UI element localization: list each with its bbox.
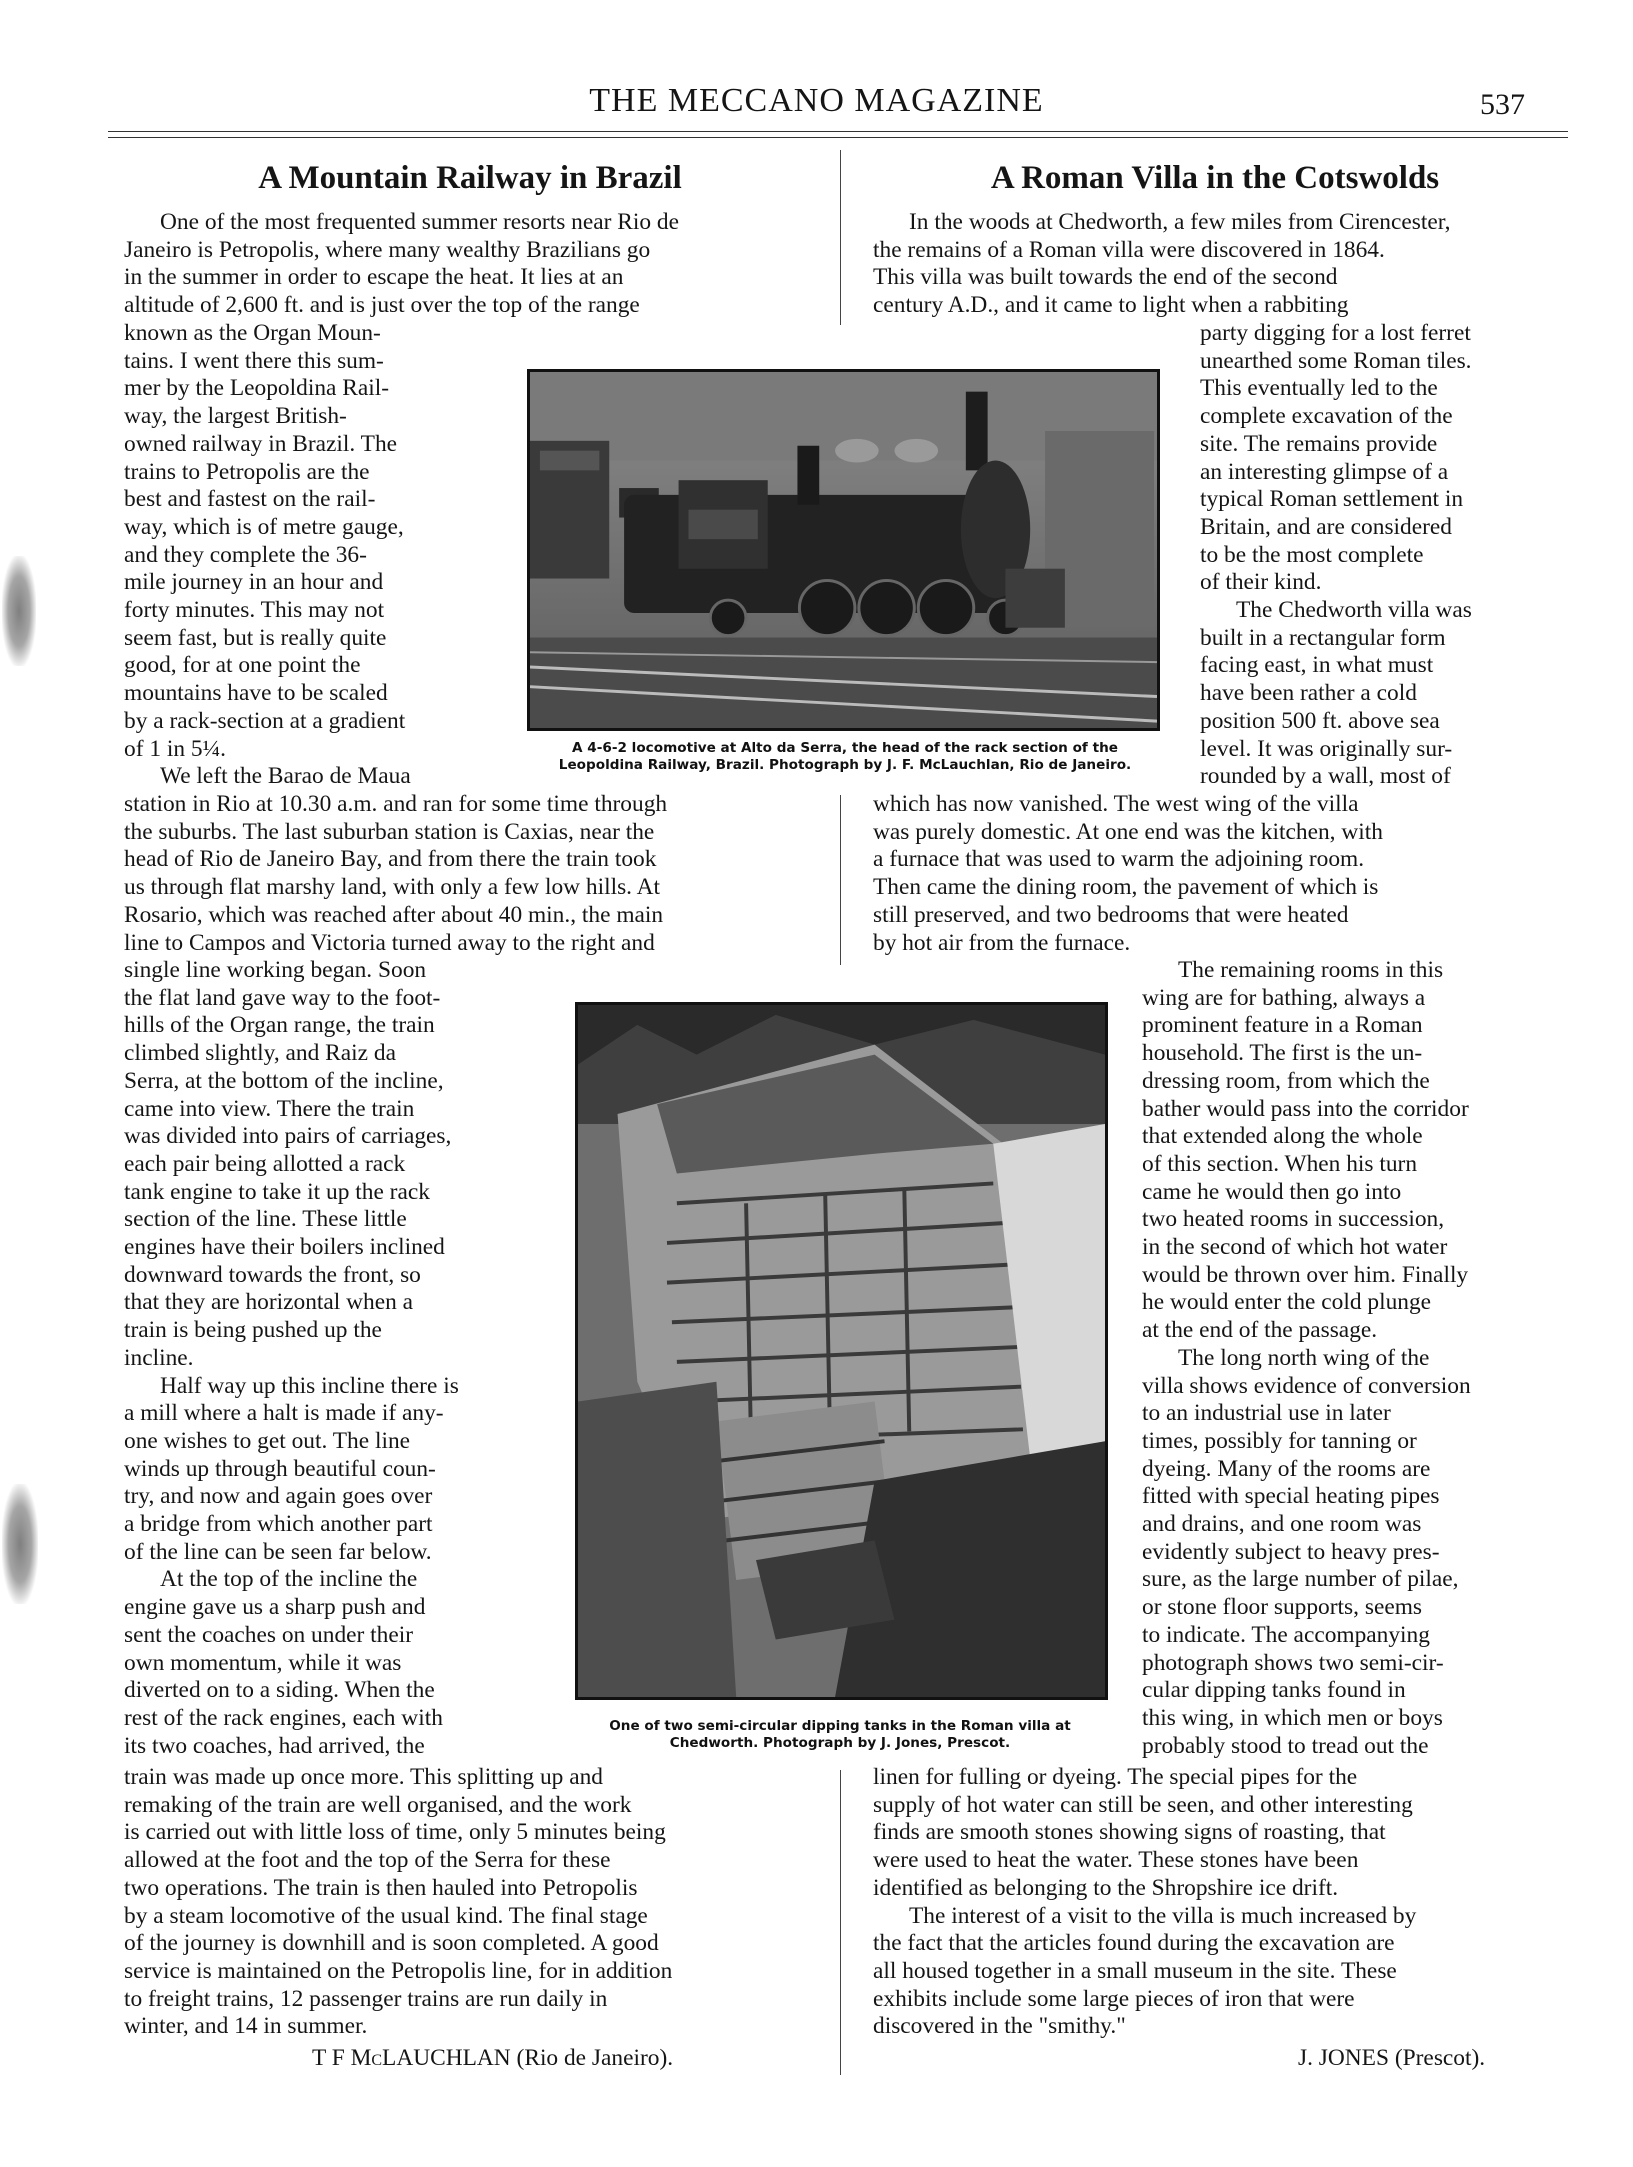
- text-line: mile journey in an hour and: [124, 569, 384, 596]
- text-line: Then came the dining room, the pavement of which is: [873, 874, 1379, 901]
- text-line: by hot air from the furnace.: [873, 929, 1131, 956]
- text-line: in the second of which hot water: [1142, 1234, 1448, 1261]
- text-line: at the end of the passage.: [1142, 1317, 1378, 1344]
- text-line: the remains of a Roman villa were discovered in 1864.: [873, 236, 1385, 263]
- text-line: way, which is of metre gauge,: [124, 513, 404, 540]
- text-line: the fact that the articles found during the excavation are: [873, 1930, 1395, 1957]
- text-line: The Chedworth villa was: [1236, 597, 1472, 624]
- text-line: hills of the Organ range, the train: [124, 1012, 435, 1039]
- text-line: owned railway in Brazil. The: [124, 430, 398, 457]
- text-line: way, the largest British-: [124, 403, 347, 430]
- text-line: evidently subject to heavy pres-: [1142, 1538, 1440, 1565]
- text-line: best and fastest on the rail-: [124, 486, 376, 513]
- text-line: remaking of the train are well organised, and the work: [124, 1791, 632, 1818]
- locomotive-illustration: [530, 372, 1157, 728]
- text-line: This eventually led to the: [1200, 375, 1438, 402]
- text-line: station in Rio at 10.30 a.m. and ran for some time through: [124, 791, 668, 817]
- text-line: train is being pushed up the: [124, 1317, 382, 1344]
- locomotive-photo: [527, 369, 1160, 731]
- text-line: Britain, and are considered: [1200, 513, 1452, 540]
- text-line: In the woods at Chedworth, a few miles from Cirencester,: [909, 209, 1451, 235]
- author-name: T F McLAUCHLAN: [312, 2045, 511, 2071]
- text-line: times, possibly for tanning or: [1142, 1427, 1417, 1454]
- text-line: to indicate. The accompanying: [1142, 1621, 1430, 1648]
- text-line: The long north wing of the: [1178, 1344, 1430, 1371]
- stone-tank-illustration: [578, 1005, 1105, 1697]
- text-line: unearthed some Roman tiles.: [1200, 347, 1472, 374]
- text-line: forty minutes. This may not: [124, 597, 385, 624]
- text-line: known as the Organ Moun-: [124, 320, 381, 346]
- text-line: probably stood to tread out the: [1142, 1732, 1429, 1759]
- text-line: a furnace that was used to warm the adjoining room.: [873, 846, 1365, 873]
- text-line: Serra, at the bottom of the incline,: [124, 1067, 444, 1094]
- text-line: two heated rooms in succession,: [1142, 1206, 1445, 1233]
- text-line: have been rather a cold: [1200, 680, 1417, 707]
- text-line: that they are horizontal when a: [124, 1289, 414, 1316]
- text-line: section of the line. These little: [124, 1206, 407, 1233]
- left-intro: [124, 209, 808, 320]
- text-line: party digging for a lost ferret: [1200, 320, 1471, 346]
- text-line: in the summer in order to escape the heat. It lies at an: [124, 264, 624, 291]
- left-narrow-block-2: [124, 957, 542, 1760]
- text-line: finds are smooth stones showing signs of roasting, that: [873, 1819, 1386, 1846]
- caption-line: One of two semi-circular dipping tanks in the Roman villa at: [609, 1718, 1071, 1734]
- header-rule: [108, 131, 1568, 132]
- text-line: fitted with special heating pipes: [1142, 1483, 1440, 1510]
- text-line: by a rack-section at a gradient: [124, 707, 406, 734]
- author-place: (Prescot).: [1394, 2045, 1486, 2071]
- text-line: train was made up once more. This splitting up and: [124, 1764, 603, 1790]
- text-line: dyeing. Many of the rooms are: [1142, 1455, 1431, 1482]
- text-line: that extended along the whole: [1142, 1123, 1423, 1150]
- text-line: rounded by a wall, most of: [1200, 763, 1451, 790]
- text-line: head of Rio de Janeiro Bay, and from there the train took: [124, 846, 657, 873]
- text-line: cular dipping tanks found in: [1142, 1677, 1406, 1704]
- text-line: of the line can be seen far below.: [124, 1538, 432, 1565]
- text-line: rest of the rack engines, each with: [124, 1704, 443, 1731]
- text-line: which has now vanished. The west wing of the villa: [873, 791, 1359, 817]
- text-line: by a steam locomotive of the usual kind. The final stage: [124, 1902, 648, 1929]
- page-number: 537: [1480, 88, 1525, 121]
- text-line: prominent feature in a Roman: [1142, 1012, 1423, 1039]
- text-line: line to Campos and Victoria turned away to the right and: [124, 929, 655, 956]
- text-line: diverted on to a siding. When the: [124, 1677, 435, 1704]
- author-place: (Rio de Janeiro).: [516, 2045, 674, 2071]
- text-line: typical Roman settlement in: [1200, 486, 1464, 513]
- text-line: all housed together in a small museum in the site. These: [873, 1957, 1397, 1984]
- right-end-block: [873, 1764, 1560, 2041]
- text-line: he would enter the cold plunge: [1142, 1289, 1432, 1316]
- text-line: of their kind.: [1200, 569, 1322, 596]
- text-line: seem fast, but is really quite: [124, 624, 387, 651]
- text-line: exhibits include some large pieces of iron that were: [873, 1985, 1355, 2012]
- text-line: was divided into pairs of carriages,: [124, 1123, 452, 1150]
- text-line: and drains, and one room was: [1142, 1511, 1422, 1538]
- text-line: level. It was originally sur-: [1200, 735, 1453, 762]
- text-line: single line working began. Soon: [124, 957, 427, 983]
- text-line: allowed at the foot and the top of the Serra for these: [124, 1847, 611, 1874]
- margin-smudge: [2, 1484, 38, 1604]
- text-line: We left the Barao de Maua: [160, 763, 411, 790]
- left-article-title: A Mountain Railway in Brazil: [258, 160, 682, 196]
- text-line: came into view. There the train: [124, 1095, 415, 1122]
- text-line: mountains have to be scaled: [124, 680, 388, 707]
- text-line: Rosario, which was reached after about 40 min., the main: [124, 901, 664, 928]
- text-line: climbed slightly, and Raiz da: [124, 1040, 396, 1067]
- caption-line: Leopoldina Railway, Brazil. Photograph by J. F. McLauchlan, Rio de Janeiro.: [558, 757, 1132, 773]
- text-line: bather would pass into the corridor: [1142, 1095, 1469, 1122]
- text-line: is carried out with little loss of time, only 5 minutes being: [124, 1819, 666, 1846]
- text-line: to be the most complete: [1200, 541, 1424, 568]
- text-line: At the top of the incline the: [160, 1566, 418, 1593]
- text-line: identified as belonging to the Shropshire ice drift.: [873, 1874, 1339, 1901]
- left-mid-block: [124, 791, 808, 957]
- text-line: own momentum, while it was: [124, 1649, 402, 1676]
- text-line: still preserved, and two bedrooms that were heated: [873, 901, 1349, 928]
- text-line: engines have their boilers inclined: [124, 1234, 445, 1261]
- text-line: sent the coaches on under their: [124, 1621, 414, 1648]
- text-line: facing east, in what must: [1200, 652, 1434, 679]
- text-line: this wing, in which men or boys: [1142, 1704, 1443, 1731]
- text-line: Janeiro is Petropolis, where many wealthy Brazilians go: [124, 236, 651, 263]
- locomotive-caption: [505, 740, 1185, 774]
- margin-smudge: [2, 556, 36, 666]
- text-line: try, and now and again goes over: [124, 1483, 433, 1510]
- text-line: downward towards the front, so: [124, 1261, 421, 1288]
- caption-line: A 4-6-2 locomotive at Alto da Serra, the head of the rack section of the: [572, 740, 1118, 756]
- text-line: position 500 ft. above sea: [1200, 707, 1440, 734]
- text-line: one wishes to get out. The line: [124, 1427, 411, 1454]
- text-line: us through flat marshy land, with only a few low hills. At: [124, 874, 660, 901]
- magazine-title: THE MECCANO MAGAZINE: [589, 82, 1044, 119]
- text-line: discovered in the "smithy.": [873, 2013, 1126, 2040]
- left-end-block: [124, 1764, 808, 2041]
- text-line: was purely domestic. At one end was the kitchen, with: [873, 818, 1383, 845]
- text-line: to freight trains, 12 passenger trains are run daily in: [124, 1985, 608, 2012]
- text-line: household. The first is the un-: [1142, 1040, 1423, 1067]
- text-line: dressing room, from which the: [1142, 1067, 1430, 1094]
- text-line: would be thrown over him. Finally: [1142, 1261, 1469, 1288]
- text-line: engine gave us a sharp push and: [124, 1594, 426, 1621]
- text-line: built in a rectangular form: [1200, 624, 1446, 651]
- text-line: service is maintained on the Petropolis line, for in addition: [124, 1957, 673, 1984]
- text-line: of 1 in 5¼.: [124, 735, 227, 762]
- text-line: Half way up this incline there is: [160, 1372, 459, 1399]
- text-line: trains to Petropolis are the: [124, 458, 370, 485]
- text-line: century A.D., and it came to light when a rabbiting: [873, 292, 1349, 319]
- text-line: of the journey is downhill and is soon completed. A good: [124, 1930, 659, 1957]
- text-line: tank engine to take it up the rack: [124, 1178, 430, 1205]
- text-line: winter, and 14 in summer.: [124, 2013, 368, 2040]
- text-line: The interest of a visit to the villa is much increased by: [909, 1902, 1417, 1929]
- text-line: a mill where a halt is made if any-: [124, 1400, 444, 1427]
- text-line: its two coaches, had arrived, the: [124, 1732, 425, 1759]
- text-line: and they complete the 36-: [124, 541, 367, 568]
- text-line: were used to heat the water. These stones have been: [873, 1847, 1359, 1874]
- text-line: sure, as the large number of pilae,: [1142, 1566, 1459, 1593]
- text-line: a bridge from which another part: [124, 1511, 433, 1538]
- caption-line: Chedworth. Photograph by J. Jones, Prescot.: [669, 1735, 1011, 1751]
- right-narrow-block-1: [1200, 320, 1560, 791]
- right-mid-block: [873, 791, 1560, 957]
- right-narrow-block-2: [1142, 957, 1560, 1760]
- text-line: mer by the Leopoldina Rail-: [124, 375, 390, 402]
- text-line: This villa was built towards the end of the second: [873, 264, 1338, 291]
- text-line: One of the most frequented summer resorts near Rio de: [160, 209, 679, 235]
- text-line: to an industrial use in later: [1142, 1400, 1391, 1427]
- text-line: The remaining rooms in this: [1178, 957, 1444, 983]
- text-line: tains. I went there this sum-: [124, 347, 384, 374]
- text-line: altitude of 2,600 ft. and is just over the top of the range: [124, 292, 640, 319]
- text-line: winds up through beautiful coun-: [124, 1455, 436, 1482]
- column-divider: [840, 1770, 841, 2075]
- text-line: the suburbs. The last suburban station is Caxias, near the: [124, 818, 655, 845]
- right-intro: [873, 209, 1560, 320]
- text-line: of this section. When his turn: [1142, 1150, 1418, 1177]
- right-article-title: A Roman Villa in the Cotswolds: [990, 160, 1440, 196]
- left-narrow-block-1: [124, 320, 482, 791]
- column-divider: [840, 795, 841, 965]
- text-line: an interesting glimpse of a: [1200, 458, 1449, 485]
- header-rule-thin: [108, 137, 1568, 138]
- text-line: or stone floor supports, seems: [1142, 1594, 1423, 1621]
- text-line: each pair being allotted a rack: [124, 1150, 406, 1177]
- text-line: wing are for bathing, always a: [1142, 984, 1426, 1011]
- left-signature: [312, 2045, 673, 2073]
- right-signature: [1298, 2045, 1485, 2073]
- text-line: linen for fulling or dyeing. The special pipes for the: [873, 1764, 1358, 1790]
- villa-caption: [560, 1718, 1120, 1752]
- text-line: photograph shows two semi-cir-: [1142, 1649, 1444, 1676]
- villa-tank-photo: [575, 1002, 1108, 1700]
- text-line: site. The remains provide: [1200, 430, 1438, 457]
- text-line: supply of hot water can still be seen, and other interesting: [873, 1791, 1413, 1818]
- text-line: good, for at one point the: [124, 652, 361, 679]
- text-line: incline.: [124, 1344, 194, 1371]
- column-divider: [840, 150, 841, 325]
- text-line: villa shows evidence of conversion: [1142, 1372, 1471, 1399]
- text-line: the flat land gave way to the foot-: [124, 984, 441, 1011]
- text-line: came he would then go into: [1142, 1178, 1402, 1205]
- text-line: two operations. The train is then hauled into Petropolis: [124, 1874, 638, 1901]
- author-name: J. JONES: [1298, 2045, 1389, 2071]
- text-line: complete excavation of the: [1200, 403, 1453, 430]
